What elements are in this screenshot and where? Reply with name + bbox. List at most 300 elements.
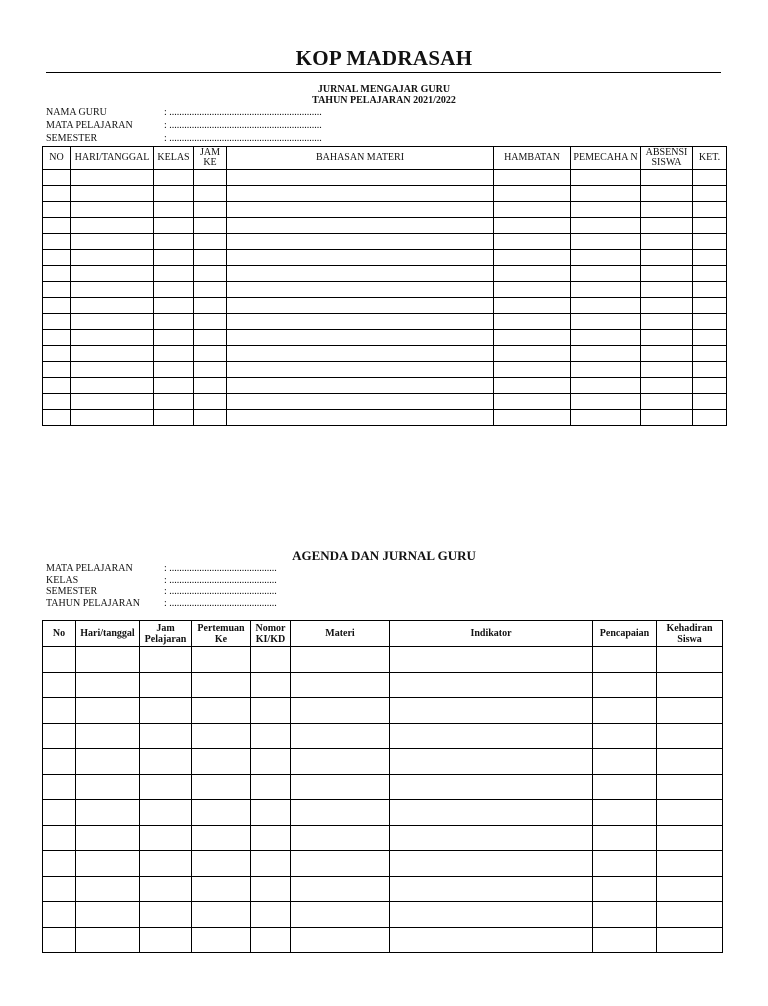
empty-cell: [227, 218, 494, 234]
empty-cell: [43, 282, 71, 298]
empty-cell: [227, 202, 494, 218]
empty-cell: [192, 927, 251, 953]
empty-cell: [76, 851, 140, 877]
empty-cell: [641, 234, 693, 250]
empty-cell: [641, 202, 693, 218]
empty-cell: [154, 378, 194, 394]
field-blank: : ...........................................: [164, 574, 277, 586]
empty-cell: [494, 314, 571, 330]
empty-cell: [43, 314, 71, 330]
empty-cell: [154, 218, 194, 234]
empty-cell: [194, 250, 227, 266]
table-row: [43, 202, 727, 218]
table-row: [43, 927, 723, 953]
empty-cell: [571, 410, 641, 426]
empty-cell: [154, 282, 194, 298]
column-header: Materi: [291, 621, 390, 647]
empty-cell: [71, 410, 154, 426]
table-row: [43, 266, 727, 282]
empty-cell: [494, 266, 571, 282]
empty-cell: [657, 800, 723, 826]
column-header: Nomor KI/KD: [251, 621, 291, 647]
empty-cell: [192, 851, 251, 877]
column-header: HAMBATAN: [494, 147, 571, 170]
empty-cell: [194, 330, 227, 346]
field-nama-guru: [46, 106, 322, 119]
empty-cell: [641, 298, 693, 314]
empty-cell: [227, 234, 494, 250]
empty-cell: [194, 378, 227, 394]
empty-cell: [140, 749, 192, 775]
empty-cell: [71, 218, 154, 234]
column-header: Pencapaian: [593, 621, 657, 647]
empty-cell: [71, 346, 154, 362]
empty-cell: [494, 186, 571, 202]
empty-cell: [43, 250, 71, 266]
empty-cell: [154, 170, 194, 186]
empty-cell: [71, 394, 154, 410]
empty-cell: [593, 723, 657, 749]
empty-cell: [43, 186, 71, 202]
table-row: [43, 410, 727, 426]
empty-cell: [251, 723, 291, 749]
empty-cell: [593, 672, 657, 698]
empty-cell: [494, 202, 571, 218]
field-blank: : .............................................................: [164, 120, 322, 131]
empty-cell: [291, 825, 390, 851]
table-row: [43, 186, 727, 202]
empty-cell: [571, 362, 641, 378]
empty-cell: [494, 330, 571, 346]
empty-cell: [227, 330, 494, 346]
empty-cell: [43, 927, 76, 953]
empty-cell: [43, 800, 76, 826]
empty-cell: [43, 851, 76, 877]
empty-cell: [657, 851, 723, 877]
empty-cell: [43, 170, 71, 186]
column-header: KET.: [693, 147, 727, 170]
empty-cell: [140, 800, 192, 826]
empty-cell: [291, 851, 390, 877]
empty-cell: [693, 314, 727, 330]
empty-cell: [390, 723, 593, 749]
empty-cell: [192, 902, 251, 928]
empty-cell: [227, 186, 494, 202]
jurnal-mengajar-table: [42, 146, 727, 426]
empty-cell: [641, 170, 693, 186]
empty-cell: [571, 170, 641, 186]
column-header: Indikator: [390, 621, 593, 647]
empty-cell: [194, 186, 227, 202]
empty-cell: [693, 330, 727, 346]
empty-cell: [291, 876, 390, 902]
empty-cell: [43, 346, 71, 362]
table-row: [43, 330, 727, 346]
empty-cell: [71, 298, 154, 314]
empty-cell: [593, 749, 657, 775]
empty-cell: [251, 902, 291, 928]
empty-cell: [192, 672, 251, 698]
empty-cell: [593, 927, 657, 953]
empty-cell: [227, 314, 494, 330]
jurnal-table-header: [43, 147, 727, 170]
column-header: PEMECAHA N: [571, 147, 641, 170]
empty-cell: [390, 749, 593, 775]
empty-cell: [251, 647, 291, 673]
empty-cell: [251, 698, 291, 724]
empty-cell: [251, 800, 291, 826]
empty-cell: [571, 394, 641, 410]
column-header: No: [43, 621, 76, 647]
empty-cell: [43, 647, 76, 673]
empty-cell: [192, 723, 251, 749]
empty-cell: [251, 774, 291, 800]
field-mata-pelajaran: [46, 119, 322, 132]
field-label: TAHUN PELAJARAN: [46, 597, 140, 609]
empty-cell: [192, 698, 251, 724]
empty-cell: [657, 774, 723, 800]
empty-cell: [494, 170, 571, 186]
empty-cell: [641, 314, 693, 330]
empty-cell: [291, 749, 390, 775]
empty-cell: [390, 825, 593, 851]
empty-cell: [390, 647, 593, 673]
empty-cell: [291, 800, 390, 826]
agenda-jurnal-table: [42, 620, 723, 953]
field-label: SEMESTER: [46, 586, 98, 597]
field-label: NAMA GURU: [46, 107, 107, 118]
empty-cell: [140, 647, 192, 673]
empty-cell: [76, 723, 140, 749]
empty-cell: [43, 723, 76, 749]
empty-cell: [194, 170, 227, 186]
column-header: Pertemuan Ke: [192, 621, 251, 647]
empty-cell: [657, 825, 723, 851]
field-tahun-pelajaran: [46, 598, 277, 610]
empty-cell: [593, 876, 657, 902]
empty-cell: [140, 672, 192, 698]
empty-cell: [693, 234, 727, 250]
empty-cell: [641, 186, 693, 202]
empty-cell: [154, 330, 194, 346]
empty-cell: [76, 647, 140, 673]
empty-cell: [43, 749, 76, 775]
empty-cell: [43, 378, 71, 394]
empty-cell: [693, 298, 727, 314]
table-row: [43, 250, 727, 266]
agenda-table-header: [43, 621, 723, 647]
table-row: [43, 876, 723, 902]
empty-cell: [641, 362, 693, 378]
empty-cell: [291, 927, 390, 953]
empty-cell: [43, 266, 71, 282]
empty-cell: [227, 250, 494, 266]
empty-cell: [693, 410, 727, 426]
empty-cell: [494, 250, 571, 266]
empty-cell: [43, 876, 76, 902]
empty-cell: [71, 330, 154, 346]
empty-cell: [571, 186, 641, 202]
empty-cell: [571, 378, 641, 394]
column-header: Hari/tanggal: [76, 621, 140, 647]
empty-cell: [154, 186, 194, 202]
empty-cell: [154, 234, 194, 250]
empty-cell: [227, 346, 494, 362]
table-row: [43, 774, 723, 800]
empty-cell: [154, 394, 194, 410]
table-row: [43, 902, 723, 928]
agenda-info-fields: [46, 563, 277, 609]
column-header: ABSENSI SISWA: [641, 147, 693, 170]
empty-cell: [593, 647, 657, 673]
empty-cell: [571, 266, 641, 282]
empty-cell: [154, 346, 194, 362]
table-row: [43, 825, 723, 851]
empty-cell: [192, 749, 251, 775]
empty-cell: [494, 234, 571, 250]
column-header: Jam Pelajaran: [140, 621, 192, 647]
empty-cell: [390, 698, 593, 724]
table-row: [43, 698, 723, 724]
empty-cell: [571, 314, 641, 330]
empty-cell: [251, 749, 291, 775]
empty-cell: [571, 202, 641, 218]
field-kelas: [46, 575, 277, 587]
empty-cell: [641, 218, 693, 234]
empty-cell: [194, 362, 227, 378]
empty-cell: [571, 250, 641, 266]
empty-cell: [43, 362, 71, 378]
empty-cell: [657, 876, 723, 902]
field-semester: [46, 132, 322, 145]
empty-cell: [140, 927, 192, 953]
empty-cell: [43, 394, 71, 410]
empty-cell: [194, 282, 227, 298]
empty-cell: [251, 672, 291, 698]
empty-cell: [71, 282, 154, 298]
empty-cell: [593, 698, 657, 724]
empty-cell: [494, 346, 571, 362]
empty-cell: [227, 170, 494, 186]
empty-cell: [43, 298, 71, 314]
field-label: SEMESTER: [46, 133, 98, 144]
empty-cell: [43, 234, 71, 250]
empty-cell: [571, 234, 641, 250]
empty-cell: [593, 902, 657, 928]
column-header: NO: [43, 147, 71, 170]
empty-cell: [154, 202, 194, 218]
empty-cell: [494, 282, 571, 298]
empty-cell: [227, 266, 494, 282]
empty-cell: [641, 346, 693, 362]
table-row: [43, 362, 727, 378]
empty-cell: [227, 394, 494, 410]
empty-cell: [194, 202, 227, 218]
empty-cell: [192, 876, 251, 902]
empty-cell: [571, 282, 641, 298]
empty-cell: [641, 250, 693, 266]
empty-cell: [76, 927, 140, 953]
empty-cell: [192, 825, 251, 851]
empty-cell: [227, 282, 494, 298]
empty-cell: [71, 186, 154, 202]
empty-cell: [291, 698, 390, 724]
field-label: MATA PELAJARAN: [46, 120, 133, 131]
table-row: [43, 346, 727, 362]
column-header: JAM KE: [194, 147, 227, 170]
table-row: [43, 282, 727, 298]
empty-cell: [76, 902, 140, 928]
empty-cell: [71, 234, 154, 250]
column-header: HARI/TANGGAL: [71, 147, 154, 170]
empty-cell: [76, 774, 140, 800]
column-header: BAHASAN MATERI: [227, 147, 494, 170]
empty-cell: [641, 378, 693, 394]
empty-cell: [693, 378, 727, 394]
table-row: [43, 298, 727, 314]
empty-cell: [140, 723, 192, 749]
empty-cell: [194, 394, 227, 410]
empty-cell: [194, 346, 227, 362]
table-row: [43, 647, 723, 673]
empty-cell: [43, 410, 71, 426]
empty-cell: [657, 902, 723, 928]
empty-cell: [693, 362, 727, 378]
empty-cell: [593, 800, 657, 826]
empty-cell: [76, 698, 140, 724]
column-header: Kehadiran Siswa: [657, 621, 723, 647]
table-row: [43, 234, 727, 250]
empty-cell: [71, 202, 154, 218]
empty-cell: [227, 378, 494, 394]
table-row: [43, 749, 723, 775]
empty-cell: [251, 927, 291, 953]
empty-cell: [693, 266, 727, 282]
empty-cell: [154, 314, 194, 330]
empty-cell: [76, 825, 140, 851]
empty-cell: [154, 298, 194, 314]
empty-cell: [494, 298, 571, 314]
table-row: [43, 672, 723, 698]
field-mata-pelajaran: [46, 563, 277, 575]
empty-cell: [291, 647, 390, 673]
empty-cell: [494, 394, 571, 410]
empty-cell: [140, 698, 192, 724]
empty-cell: [154, 362, 194, 378]
field-label: MATA PELAJARAN: [46, 563, 133, 574]
empty-cell: [571, 346, 641, 362]
table-row: [43, 218, 727, 234]
empty-cell: [227, 298, 494, 314]
empty-cell: [43, 672, 76, 698]
empty-cell: [390, 876, 593, 902]
empty-cell: [43, 698, 76, 724]
empty-cell: [76, 672, 140, 698]
empty-cell: [494, 218, 571, 234]
empty-cell: [43, 218, 71, 234]
empty-cell: [494, 378, 571, 394]
empty-cell: [251, 851, 291, 877]
empty-cell: [657, 672, 723, 698]
empty-cell: [291, 672, 390, 698]
empty-cell: [693, 250, 727, 266]
field-blank: : ...........................................: [164, 586, 277, 597]
field-blank: : ...........................................: [164, 597, 277, 609]
table-row: [43, 378, 727, 394]
empty-cell: [251, 825, 291, 851]
field-blank: : .............................................................: [164, 107, 322, 118]
table-row: [43, 723, 723, 749]
empty-cell: [593, 774, 657, 800]
table-row: [43, 851, 723, 877]
empty-cell: [657, 647, 723, 673]
empty-cell: [43, 774, 76, 800]
empty-cell: [390, 800, 593, 826]
empty-cell: [140, 851, 192, 877]
empty-cell: [43, 825, 76, 851]
empty-cell: [390, 851, 593, 877]
jurnal-title: JURNAL MENGAJAR GURU: [317, 84, 451, 95]
jurnal-subtitle: TAHUN PELAJARAN 2021/2022: [312, 95, 456, 106]
empty-cell: [291, 723, 390, 749]
empty-cell: [76, 749, 140, 775]
empty-cell: [194, 218, 227, 234]
empty-cell: [641, 410, 693, 426]
empty-cell: [192, 774, 251, 800]
empty-cell: [641, 394, 693, 410]
empty-cell: [571, 218, 641, 234]
empty-cell: [76, 876, 140, 902]
empty-cell: [693, 282, 727, 298]
empty-cell: [390, 902, 593, 928]
empty-cell: [140, 825, 192, 851]
empty-cell: [140, 902, 192, 928]
empty-cell: [71, 250, 154, 266]
empty-cell: [657, 927, 723, 953]
empty-cell: [593, 851, 657, 877]
empty-cell: [693, 170, 727, 186]
empty-cell: [43, 202, 71, 218]
empty-cell: [291, 774, 390, 800]
table-row: [43, 314, 727, 330]
empty-cell: [71, 362, 154, 378]
table-row: [43, 394, 727, 410]
empty-cell: [194, 314, 227, 330]
empty-cell: [192, 647, 251, 673]
agenda-title: AGENDA DAN JURNAL GURU: [292, 548, 476, 563]
empty-cell: [693, 202, 727, 218]
empty-cell: [194, 298, 227, 314]
kop-madrasah-title: KOP MADRASAH: [295, 46, 473, 70]
header-divider: [46, 72, 721, 73]
empty-cell: [227, 410, 494, 426]
empty-cell: [194, 266, 227, 282]
empty-cell: [194, 410, 227, 426]
empty-cell: [693, 218, 727, 234]
field-semester: [46, 586, 277, 598]
empty-cell: [154, 266, 194, 282]
empty-cell: [194, 234, 227, 250]
empty-cell: [593, 825, 657, 851]
empty-cell: [43, 902, 76, 928]
empty-cell: [641, 282, 693, 298]
empty-cell: [140, 774, 192, 800]
empty-cell: [71, 314, 154, 330]
empty-cell: [693, 346, 727, 362]
column-header: KELAS: [154, 147, 194, 170]
empty-cell: [227, 362, 494, 378]
empty-cell: [154, 250, 194, 266]
